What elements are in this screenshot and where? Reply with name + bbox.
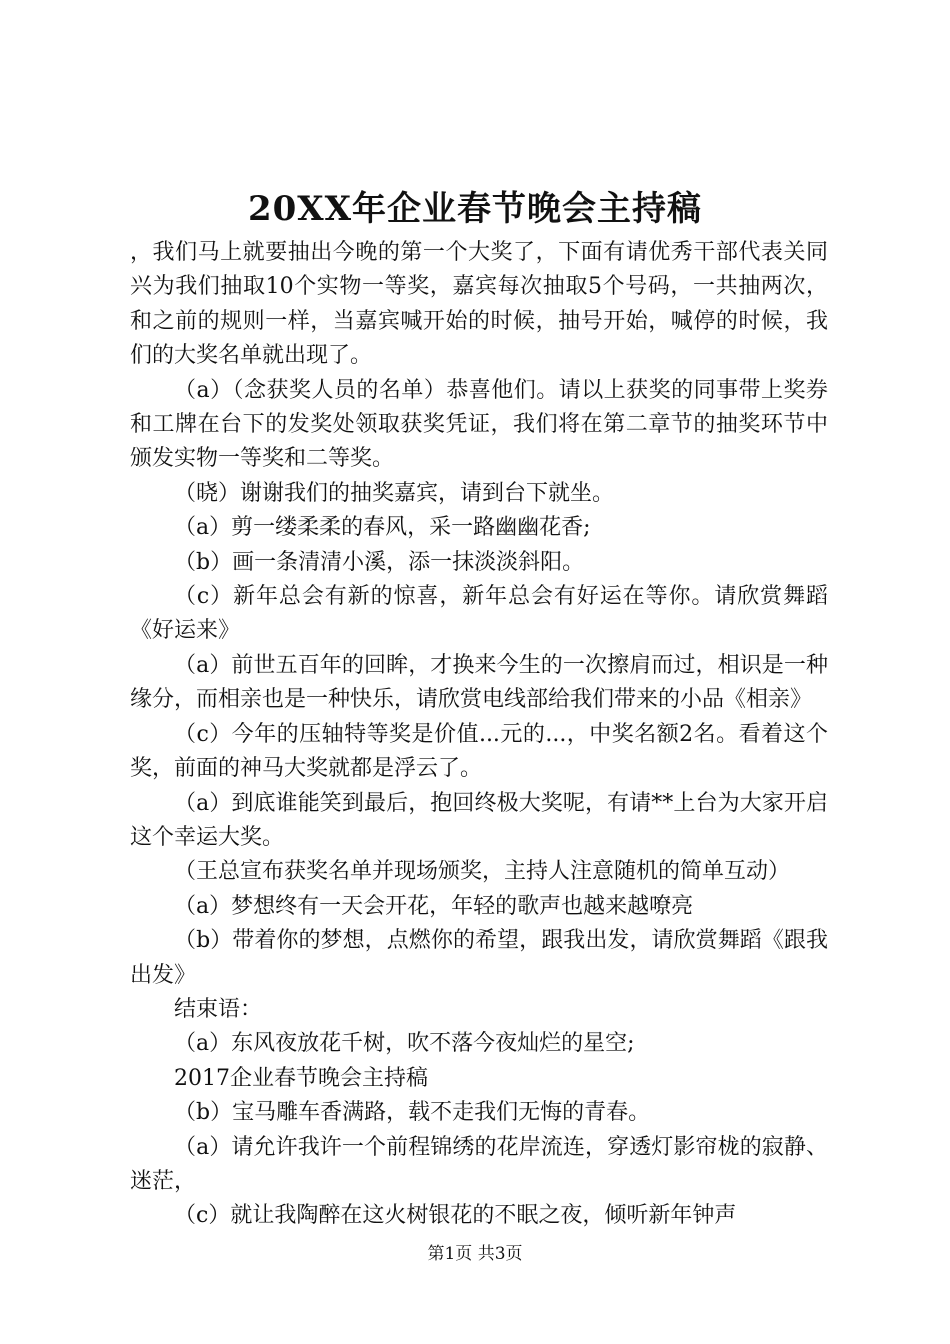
paragraph: （b）画一条清清小溪，添一抹淡淡斜阳。 — [174, 549, 585, 575]
paragraph: （c）就让我陶醉在这火树银花的不眠之夜，倾听新年钟声 — [174, 1203, 737, 1229]
paragraph: （c）新年总会有新的惊喜，新年总会有好运在等你。请欣赏舞蹈《好运来》 — [130, 584, 828, 644]
paragraph: （王总宣布获奖名单并现场颁奖，主持人注意随机的简单互动） — [174, 859, 791, 885]
document-body — [130, 236, 828, 1234]
paragraph: （b）宝马雕车香满路，载不走我们无悔的青春。 — [174, 1100, 651, 1126]
paragraph: （b）带着你的梦想，点燃你的希望，跟我出发，请欣赏舞蹈《跟我出发》 — [130, 928, 828, 988]
page-number-footer: 第1页 共3页 — [427, 1244, 523, 1264]
paragraph: （a）梦想终有一天会开花，年轻的歌声也越来越嘹亮 — [174, 893, 694, 919]
document-title: 20XX年企业春节晚会主持稿 — [247, 189, 703, 229]
paragraph: （c）今年的压轴特等奖是价值...元的...，中奖名额2名。看着这个奖，前面的神马大奖就都是浮云了。 — [130, 721, 828, 782]
paragraph: （a）前世五百年的回眸，才换来今生的一次擦肩而过，相识是一种缘分，而相亲也是一种快乐，请欣赏电线部给我们带来的小品《相亲》 — [130, 652, 828, 713]
paragraph: 结束语： — [174, 996, 263, 1022]
paragraph: （a）到底谁能笑到最后，抱回终极大奖呢，有请**上台为大家开启这个幸运大奖。 — [130, 790, 828, 850]
paragraph: （a）剪一缕柔柔的春风，采一路幽幽花香; — [174, 515, 591, 541]
paragraph: ，我们马上就要抽出今晚的第一个大奖了，下面有请优秀干部代表关同兴为我们抽取10个实物一等奖，嘉宾每次抽取5个号码，一共抽两次，和之前的规则一样，当嘉宾喊开始的时候，抽号开始，喊停的时候，我们的大奖名单就出现了。 — [130, 240, 828, 369]
paragraph: （晓）谢谢我们的抽奖嘉宾，请到台下就坐。 — [174, 480, 615, 506]
paragraph: 2017企业春节晚会主持稿 — [174, 1065, 428, 1091]
paragraph: （a）请允许我许一个前程锦绣的花岸流连，穿透灯影帘栊的寂静、迷茫， — [130, 1134, 828, 1194]
paragraph: （a）（念获奖人员的名单）恭喜他们。请以上获奖的同事带上奖券和工牌在台下的发奖处领取获奖凭证，我们将在第二章节的抽奖环节中颁发实物一等奖和二等奖。 — [130, 377, 828, 472]
paragraph: （a）东风夜放花千树，吹不落今夜灿烂的星空; — [174, 1031, 635, 1057]
